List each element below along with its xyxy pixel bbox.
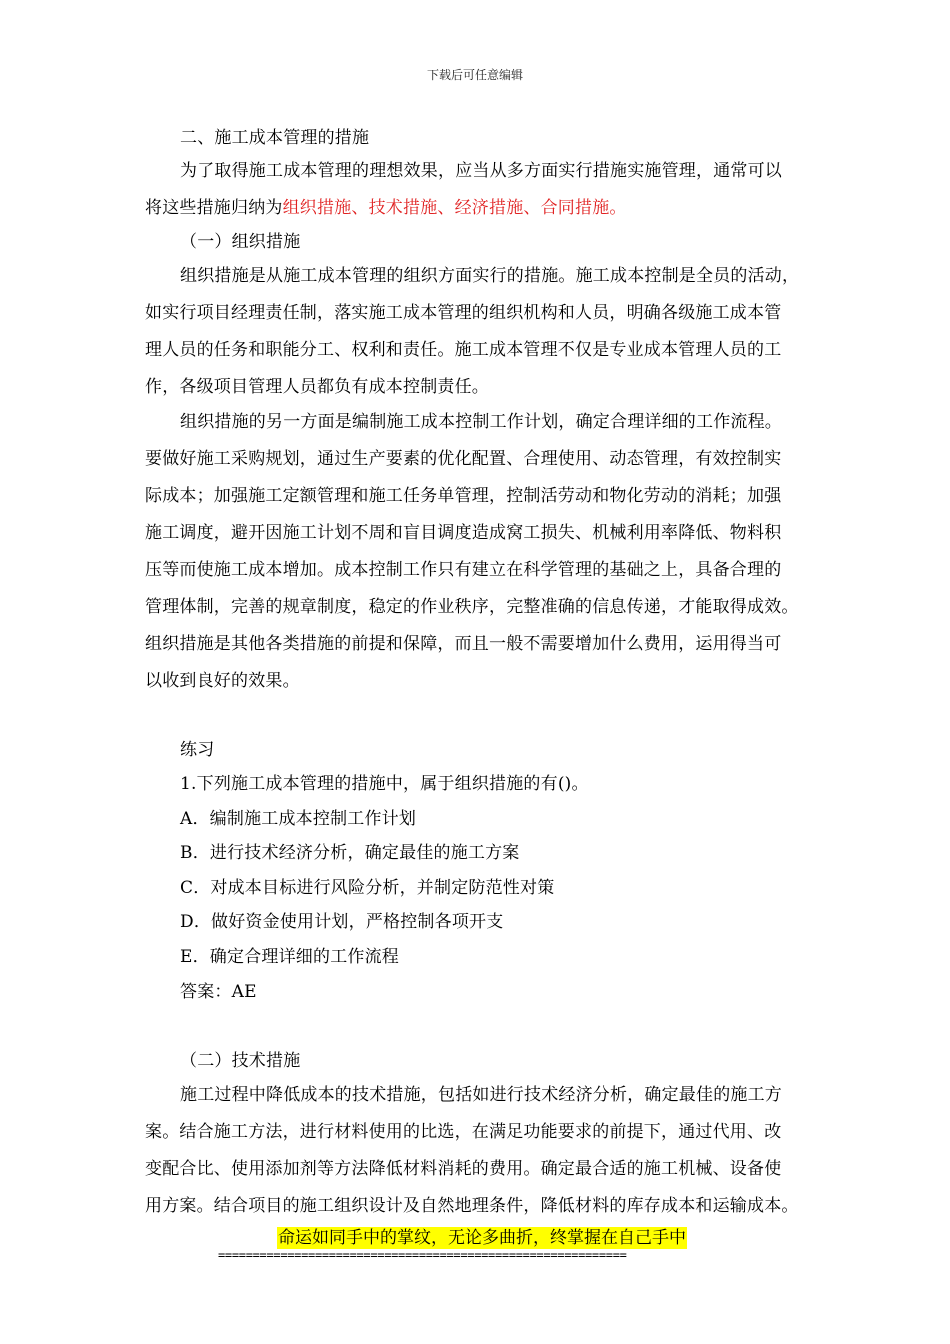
- footer-motto: 命运如同手中的掌纹，无论多曲折，终掌握在自己手中: [278, 1228, 686, 1248]
- paragraph-line: 管理体制，完善的规章制度，稳定的作业秩序，完整准确的信息传递，才能取得成效。: [145, 597, 799, 617]
- paragraph-line: 以收到良好的效果。: [145, 671, 300, 691]
- option-e: E．确定合理详细的工作流程: [180, 947, 400, 967]
- paragraph-line: 际成本；加强施工定额管理和施工任务单管理，控制活劳动和物化劳动的消耗；加强: [145, 486, 782, 506]
- option-c: C．对成本目标进行风险分析，并制定防范性对策: [180, 878, 555, 898]
- intro-line-1: 为了取得施工成本管理的理想效果，应当从多方面实行措施实施管理，通常可以: [180, 161, 782, 181]
- intro-line-2: [145, 197, 627, 219]
- exercise-question: 1.下列施工成本管理的措施中，属于组织措施的有()。: [180, 774, 589, 794]
- paragraph-line: 组织措施的另一方面是编制施工成本控制工作计划，确定合理详细的工作流程。: [180, 412, 782, 432]
- tech-heading: （二）技术措施: [180, 1051, 301, 1071]
- paragraph-line: 压等而使施工成本增加。成本控制工作只有建立在科学管理的基础之上，具备合理的: [145, 560, 782, 580]
- paragraph-line: 施工过程中降低成本的技术措施，包括如进行技术经济分析，确定最佳的施工方: [180, 1085, 782, 1105]
- header-note: 下载后可任意编辑: [426, 68, 523, 82]
- option-b: B．进行技术经济分析，确定最佳的施工方案: [180, 843, 520, 863]
- org-heading: （一）组织措施: [180, 232, 301, 252]
- option-d: D．做好资金使用计划，严格控制各项开支: [180, 912, 504, 932]
- option-a: A．编制施工成本控制工作计划: [180, 809, 417, 829]
- footer-rule: ===========================================================: [218, 1248, 627, 1262]
- paragraph-line: 如实行项目经理责任制，落实施工成本管理的组织机构和人员，明确各级施工成本管: [145, 303, 782, 323]
- paragraph-line: 案。结合施工方法，进行材料使用的比选，在满足功能要求的前提下，通过代用、改: [145, 1122, 782, 1142]
- paragraph-line: 变配合比、使用添加剂等方法降低材料消耗的费用。确定最合适的施工机械、设备使: [145, 1159, 782, 1179]
- paragraph-line: 作，各级项目管理人员都负有成本控制责任。: [145, 377, 489, 397]
- paragraph-line: 组织措施是其他各类措施的前提和保障，而且一般不需要增加什么费用，运用得当可: [145, 634, 782, 654]
- paragraph-line: 组织措施是从施工成本管理的组织方面实行的措施。施工成本控制是全员的活动，: [180, 266, 800, 286]
- paragraph-line: 施工调度，避开因施工计划不周和盲目调度造成窝工损失、机械利用率降低、物料积: [145, 523, 782, 543]
- intro-prefix: 将这些措施归纳为: [145, 198, 283, 218]
- paragraph-line: 用方案。结合项目的施工组织设计及自然地理条件，降低材料的库存成本和运输成本。: [145, 1196, 799, 1216]
- measures-highlight: 组织措施、技术措施、经济措施、合同措施。: [282, 198, 627, 218]
- paragraph-line: 要做好施工采购规划，通过生产要素的优化配置、合理使用、动态管理，有效控制实: [145, 449, 782, 469]
- paragraph-line: 理人员的任务和职能分工、权利和责任。施工成本管理不仅是专业成本管理人员的工: [145, 340, 782, 360]
- exercise-answer: 答案：AE: [180, 982, 257, 1002]
- exercise-heading: 练习: [180, 740, 215, 760]
- section-heading: 二、施工成本管理的措施: [180, 128, 370, 148]
